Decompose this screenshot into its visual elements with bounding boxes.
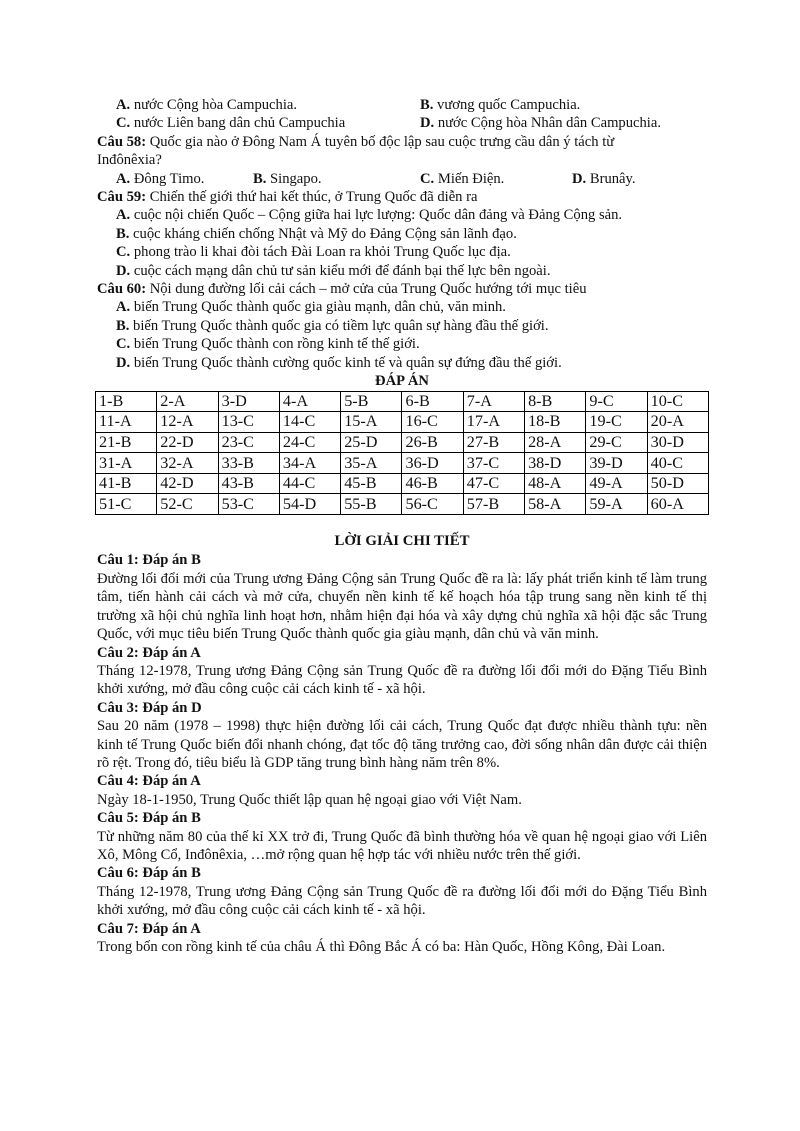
answers-title: ĐÁP ÁN xyxy=(375,373,429,390)
answer-row xyxy=(96,473,709,494)
answer-cell: 1-B xyxy=(96,391,157,412)
solution-2 xyxy=(97,644,707,699)
answer-cell: 21-B xyxy=(96,432,157,453)
solution-heading: Câu 1: Đáp án B xyxy=(97,552,201,569)
answer-row xyxy=(96,412,709,433)
answer-cell: 15-A xyxy=(341,412,402,433)
answer-cell: 48-A xyxy=(525,473,586,494)
q60-option-d: D. biến Trung Quốc thành cường quốc kinh tế và quân sự đứng đầu thế giới. xyxy=(116,354,562,371)
q57-option-c: C. nước Liên bang dân chủ Campuchia xyxy=(116,115,346,132)
answer-cell: 25-D xyxy=(341,432,402,453)
answer-cell: 51-C xyxy=(96,494,157,515)
q58-stem-cont: Inđônêxia? xyxy=(97,152,162,169)
document-page xyxy=(97,96,707,956)
q58-option-a: A. Đông Timo. xyxy=(116,170,205,187)
answer-cell: 50-D xyxy=(647,473,708,494)
answer-cell: 56-C xyxy=(402,494,463,515)
q59-option-c: C. phong trào li khai đòi tách Đài Loan ra khỏi Trung Quốc lục địa. xyxy=(116,244,511,261)
answer-cell: 36-D xyxy=(402,453,463,474)
solution-4 xyxy=(97,772,707,809)
answer-cell: 55-B xyxy=(341,494,402,515)
answer-cell: 33-B xyxy=(218,453,279,474)
q59-option-a: A. cuộc nội chiến Quốc – Cộng giữa hai lực lượng: Quốc dân đảng và Đảng Cộng sản. xyxy=(116,207,623,224)
q58-option-c: C. Miến Điện. xyxy=(420,170,505,187)
answer-cell: 44-C xyxy=(279,473,340,494)
solution-7 xyxy=(97,920,707,957)
answer-cell: 35-A xyxy=(341,453,402,474)
q59-option-b: B. cuộc kháng chiến chống Nhật và Mỹ do Đảng Cộng sản lãnh đạo. xyxy=(116,225,517,242)
answer-cell: 59-A xyxy=(586,494,647,515)
answer-cell: 60-A xyxy=(647,494,708,515)
answer-table xyxy=(95,391,709,516)
answer-cell: 31-A xyxy=(96,453,157,474)
solution-3 xyxy=(97,699,707,773)
solution-1 xyxy=(97,551,707,643)
answer-cell: 23-C xyxy=(218,432,279,453)
solution-heading: Câu 3: Đáp án D xyxy=(97,699,202,716)
answer-cell: 45-B xyxy=(341,473,402,494)
answer-row xyxy=(96,432,709,453)
answer-cell: 16-C xyxy=(402,412,463,433)
solution-heading: Câu 4: Đáp án A xyxy=(97,773,201,790)
answer-table-body xyxy=(96,391,709,515)
answer-cell: 19-C xyxy=(586,412,647,433)
answer-row xyxy=(96,494,709,515)
answer-cell: 41-B xyxy=(96,473,157,494)
answer-cell: 46-B xyxy=(402,473,463,494)
answer-cell: 24-C xyxy=(279,432,340,453)
q59-stem: Câu 59: Chiến thế giới thứ hai kết thúc, ở Trung Quốc đã diễn ra xyxy=(97,189,478,206)
answer-cell: 7-A xyxy=(463,391,524,412)
answer-cell: 40-C xyxy=(647,453,708,474)
solution-text: Từ những năm 80 của thế kỉ XX trở đi, Trung Quốc đã bình thường hóa về quan hệ ngoại giao với Liên Xô, Mông Cổ, Inđônêxia, …mở rộng quan hệ hợp tác với nhiều nước trên thế giới. xyxy=(97,828,707,863)
answer-cell: 57-B xyxy=(463,494,524,515)
answer-cell: 27-B xyxy=(463,432,524,453)
answer-cell: 34-A xyxy=(279,453,340,474)
answer-cell: 22-D xyxy=(157,432,218,453)
answer-cell: 30-D xyxy=(647,432,708,453)
q57-option-d: D. nước Cộng hòa Nhân dân Campuchia. xyxy=(420,115,661,132)
answer-cell: 32-A xyxy=(157,453,218,474)
solution-text: Tháng 12-1978, Trung ương Đảng Cộng sản Trung Quốc đề ra đường lối đổi mới do Đặng Tiểu Bình khởi xướng, mở đầu công cuộc cải cách kinh tế - xã hội. xyxy=(97,883,707,919)
answer-cell: 38-D xyxy=(525,453,586,474)
answer-cell: 18-B xyxy=(525,412,586,433)
answer-cell: 9-C xyxy=(586,391,647,412)
q58-stem: Câu 58: Quốc gia nào ở Đông Nam Á tuyên bố độc lập sau cuộc trưng cầu dân ý tách từ xyxy=(97,133,615,150)
solution-heading: Câu 6: Đáp án B xyxy=(97,865,201,882)
answer-cell: 5-B xyxy=(341,391,402,412)
answer-cell: 13-C xyxy=(218,412,279,433)
solution-5 xyxy=(97,809,707,864)
answer-cell: 4-A xyxy=(279,391,340,412)
answer-cell: 10-C xyxy=(647,391,708,412)
q59-option-d: D. cuộc cách mạng dân chủ tư sản kiểu mới để đánh bại thế lực bên ngoài. xyxy=(116,262,551,279)
answer-cell: 29-C xyxy=(586,432,647,453)
answer-cell: 39-D xyxy=(586,453,647,474)
q60-option-b: B. biến Trung Quốc thành quốc gia có tiềm lực quân sự hàng đầu thế giới. xyxy=(116,317,549,334)
solutions-title: LỜI GIẢI CHI TIẾT xyxy=(334,533,470,550)
q58-option-d: D. Brunây. xyxy=(572,170,636,187)
solution-heading: Câu 7: Đáp án A xyxy=(97,920,201,937)
q60-option-c: C. biến Trung Quốc thành con rồng kinh tế thế giới. xyxy=(116,336,420,353)
answer-cell: 54-D xyxy=(279,494,340,515)
solution-heading: Câu 2: Đáp án A xyxy=(97,644,201,661)
answer-cell: 12-A xyxy=(157,412,218,433)
q58-options xyxy=(97,170,707,188)
answer-cell: 26-B xyxy=(402,432,463,453)
answer-cell: 17-A xyxy=(463,412,524,433)
answer-cell: 6-B xyxy=(402,391,463,412)
q57-option-a: A. nước Cộng hòa Campuchia. xyxy=(116,97,298,113)
q57-options-row-1 xyxy=(97,96,707,114)
solution-text: Đường lối đổi mới của Trung ương Đảng Cộng sản Trung Quốc đề ra là: lấy phát triển kinh tế làm trung tâm, tiến hành cải cách và mở cửa, chuyển nền kinh tế kế hoạch hóa tập trung sang nền kinh tế thị trường xã hội chủ nghĩa linh hoạt hơn, nhằm hiện đại hóa và xây dựng chủ nghĩa xã hội đặc sắc Trung Quốc, với mục tiêu biến Trung Quốc thành quốc gia giàu mạnh, dân chủ và văn minh. xyxy=(97,570,707,643)
answer-cell: 49-A xyxy=(586,473,647,494)
q60-stem: Câu 60: Nội dung đường lối cải cách – mở cửa của Trung Quốc hướng tới mục tiêu xyxy=(97,281,587,298)
solution-text: Tháng 12-1978, Trung ương Đảng Cộng sản Trung Quốc đề ra đường lối đổi mới do Đặng Tiểu Bình khởi xướng, mở đầu công cuộc cải cách kinh tế - xã hội. xyxy=(97,662,707,698)
q58-option-b: B. Singapo. xyxy=(253,170,322,187)
answer-cell: 3-D xyxy=(218,391,279,412)
solution-heading: Câu 5: Đáp án B xyxy=(97,810,201,827)
answer-row xyxy=(96,453,709,474)
q60-option-a: A. biến Trung Quốc thành quốc gia giàu mạnh, dân chủ, văn minh. xyxy=(116,299,506,316)
solution-6 xyxy=(97,864,707,919)
answer-cell: 47-C xyxy=(463,473,524,494)
answer-cell: 28-A xyxy=(525,432,586,453)
answer-cell: 53-C xyxy=(218,494,279,515)
answer-cell: 52-C xyxy=(157,494,218,515)
answer-cell: 42-D xyxy=(157,473,218,494)
answer-cell: 2-A xyxy=(157,391,218,412)
answer-cell: 58-A xyxy=(525,494,586,515)
solution-text: Ngày 18-1-1950, Trung Quốc thiết lập quan hệ ngoại giao với Việt Nam. xyxy=(97,791,522,808)
answer-cell: 11-A xyxy=(96,412,157,433)
answer-row xyxy=(96,391,709,412)
solution-text: Trong bốn con rồng kinh tế của châu Á thì Đông Bắc Á có ba: Hàn Quốc, Hồng Kông, Đài Loan. xyxy=(97,939,666,955)
answer-cell: 43-B xyxy=(218,473,279,494)
answer-cell: 37-C xyxy=(463,453,524,474)
answer-cell: 14-C xyxy=(279,412,340,433)
solution-text: Sau 20 năm (1978 – 1998) thực hiện đường lối cải cách, Trung Quốc đạt được nhiều thành tựu: nền kinh tế Trung Quốc biến đổi nhanh chóng, đạt tốc độ tăng trưởng cao, đời sống nhân dân được cải thiện rõ rệt. Trong đó, tiêu biểu là GDP tăng trung bình hàng năm trên 8%. xyxy=(97,718,707,771)
answer-cell: 8-B xyxy=(525,391,586,412)
q57-options-row-2 xyxy=(97,114,707,132)
q57-option-b: B. vương quốc Campuchia. xyxy=(420,97,581,113)
answer-cell: 20-A xyxy=(647,412,708,433)
